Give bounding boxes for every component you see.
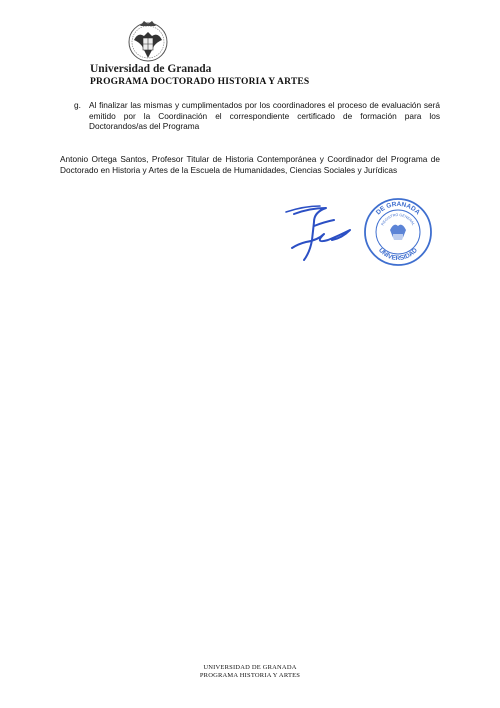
handwritten-signature (284, 200, 364, 266)
svg-text:REGISTRO GENERAL (381, 213, 416, 226)
seal-top-text: DE GRANADA (374, 200, 422, 217)
program-title: PROGRAMA DOCTORADO HISTORIA Y ARTES (90, 77, 310, 87)
seal-inner-text: REGISTRO GENERAL (380, 212, 416, 227)
university-seal (362, 196, 434, 268)
seal-bottom-text: UNIVERSIDAD (377, 246, 419, 263)
signatory-paragraph: Antonio Ortega Santos, Profesor Titular de Historia Contemporánea y Coordinador del Programa de Doctorado en Historia y Artes de la Escuela de Humanidades, Ciencias Sociales y Jurídicas (60, 154, 440, 175)
list-item-text: Al finalizar las mismas y cumplimentados por los coordinadores el proceso de evaluación será emitido por la Coordinación el correspondiente certificado de formación para los Doctorandos/as del Programa (89, 100, 440, 132)
footer-line-1: UNIVERSIDAD DE GRANADA (203, 664, 297, 671)
list-marker: g. (74, 100, 81, 110)
list-item-g (74, 100, 440, 132)
document-footer (0, 664, 500, 680)
footer-line-2: PROGRAMA HISTORIA Y ARTES (199, 672, 301, 679)
university-name: Universidad de Granada (90, 63, 212, 75)
